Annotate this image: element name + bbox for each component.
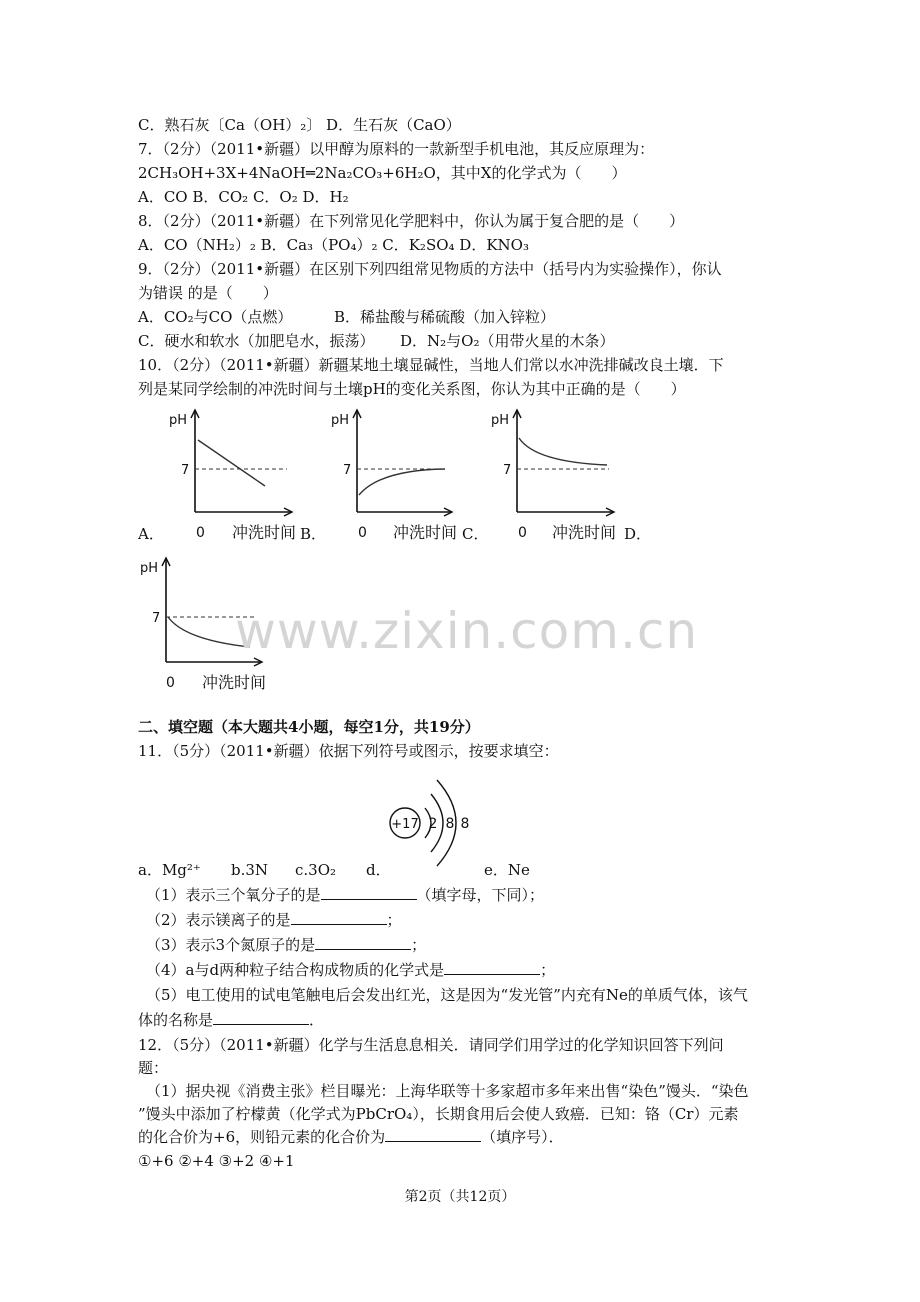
chart-a-origin: 0 [196,525,205,541]
q11-sub5-line2 [138,1010,324,1030]
chart-a-ref-value: 7 [181,463,190,478]
q11-sub1-text: （1）表示三个氧分子的是 [146,886,321,904]
q9-option-d: D．N₂与O₂（用带火星的木条） [400,332,615,350]
q9-option-b: B．稀盐酸与稀硫酸（加入锌粒） [334,308,556,326]
chart-c-origin: 0 [518,525,527,541]
q11-sub3-blank[interactable] [315,935,411,950]
q11-option-e: e．Ne [484,861,530,879]
watermark: www.zixin.com.cn [235,602,699,660]
chart-c-x-label: 冲洗时间 [552,523,617,542]
q12-sub1-blank[interactable] [385,1127,481,1142]
q11-sub5-text: 体的名称是 [138,1011,214,1029]
q11-sub5-tail: ． [309,1011,325,1029]
chart-a-y-label: pH [169,413,188,428]
q11-option-b: b.3N [231,861,269,879]
q12-stem-line2: 题： [138,1059,169,1077]
q9-stem-line2: 为错误 的是（ ） [138,284,278,302]
q11-sub4-text: （4）a与d两种粒子结合构成物质的化学式是 [146,961,445,979]
chart-c-data-line [519,438,607,465]
q7-equation: 2CH₃OH+3X+4NaOH═2Na₂CO₃+6H₂O，其中X的化学式为（ ） [138,164,627,182]
chart-d-origin: 0 [166,675,175,691]
q11-sub2-blank[interactable] [291,910,387,925]
q12-sub1-tail: （填序号）． [481,1128,564,1146]
q8-stem: 8．（2分）（2011•新疆）在下列常见化学肥料中，你认为属于复合肥的是（ ） [138,212,685,230]
q11-sub3 [146,935,426,955]
q11-sub1-blank[interactable] [321,885,417,900]
q6-option-c-d: C．熟石灰〔Ca（OH）₂〕 D．生石灰（CaO） [138,116,461,134]
q11-option-c: c.3O₂ [295,861,337,879]
chlorine-ion-structure-diagram [385,770,485,870]
q10-label-c: C． [462,525,489,543]
q10-label-d: D． [624,525,652,543]
q11-sub1-tail: （填字母，下同）； [416,886,545,904]
page-footer: 第2页（共12页） [404,1189,516,1205]
q11-sub2 [146,910,402,930]
chart-b-origin: 0 [358,525,367,541]
q12-sub1-line3 [138,1127,564,1147]
nucleus-charge: +17 [391,817,419,832]
q11-option-a: a．Mg²⁺ [138,861,201,879]
q12-sub1-line1: （1）据央视《消费主张》栏目曝光：上海华联等十多家超市多年来出售“染色”馒头．“染色 [146,1082,749,1100]
q9-option-a: A．CO₂与CO（点燃） [138,308,293,326]
q7-stem: 7．（2分）（2011•新疆）以甲醇为原料的一款新型手机电池，其反应原理为： [138,140,655,158]
q11-stem: 11．（5分）（2011•新疆）依据下列符号或图示，按要求填空： [138,742,559,760]
shell-electrons-2: 8 [445,816,455,832]
q12-stem-line1: 12．（5分）（2011•新疆）化学与生活息息相关．请同学们用学过的化学知识回答下列问 [138,1036,724,1054]
q7-options: A．CO B．CO₂ C．O₂ D．H₂ [138,188,349,206]
chart-d-x-label: 冲洗时间 [202,673,267,692]
chart-d-ref-value: 7 [152,611,161,626]
chart-a-data-line [198,440,265,486]
chart-c-ref-value: 7 [503,463,512,478]
q12-sub1-line2: ”馒头中添加了柠檬黄（化学式为PbCrO₄），长期食用后会使人致癌．已知：铬（Cr）元素 [138,1105,739,1123]
chart-c-y-label: pH [491,413,510,428]
q11-sub3-text: （3）表示3个氮原子的是 [146,936,316,954]
q11-sub4-tail: ； [540,961,556,979]
q10-label-b: B． [300,525,327,543]
q11-sub1 [146,885,544,905]
chart-d-y-label: pH [140,561,159,576]
shell-electrons-3: 8 [460,816,470,832]
section2-title: 二、填空题（本大题共4小题，每空1分，共19分） [138,718,480,736]
q11-sub4 [146,960,555,980]
q10-label-a: A． [138,525,164,543]
chart-b-data-line [359,469,445,495]
q11-sub2-tail: ； [386,911,402,929]
shell-electrons-1: 2 [428,816,438,832]
chart-a-x-label: 冲洗时间 [232,523,297,542]
chart-b-x-label: 冲洗时间 [393,523,458,542]
q9-stem-line1: 9．（2分）（2011•新疆）在区别下列四组常见物质的方法中（括号内为实验操作），你认 [138,260,722,278]
q10-stem-line2: 列是某同学绘制的冲洗时间与土壤pH的变化关系图，你认为其中正确的是（ ） [138,380,686,398]
chart-b-ref-value: 7 [343,463,352,478]
q12-sub1-text: 的化合价为+6，则铅元素的化合价为 [138,1128,386,1146]
q9-option-c: C．硬水和软水（加肥皂水，振荡） [138,332,375,350]
q12-choices: ①+6 ②+4 ③+2 ④+1 [138,1152,295,1170]
q11-sub4-blank[interactable] [444,960,540,975]
q11-sub3-tail: ； [411,936,427,954]
q10-stem-line1: 10．（2分）（2011•新疆）新疆某地土壤显碱性，当地人们常以水冲洗排碱改良土壤．下 [138,356,724,374]
q11-sub2-text: （2）表示镁离子的是 [146,911,291,929]
q11-sub5-blank[interactable] [213,1010,309,1025]
q8-options: A．CO（NH₂）₂ B．Ca₃（PO₄）₂ C．K₂SO₄ D．KNO₃ [138,236,529,254]
chart-b-y-label: pH [331,413,350,428]
q11-option-d: d． [366,861,391,879]
q11-sub5-line1: （5）电工使用的试电笔触电后会发出红光，这是因为“发光管”内充有Ne的单质气体，该气 [146,986,748,1004]
